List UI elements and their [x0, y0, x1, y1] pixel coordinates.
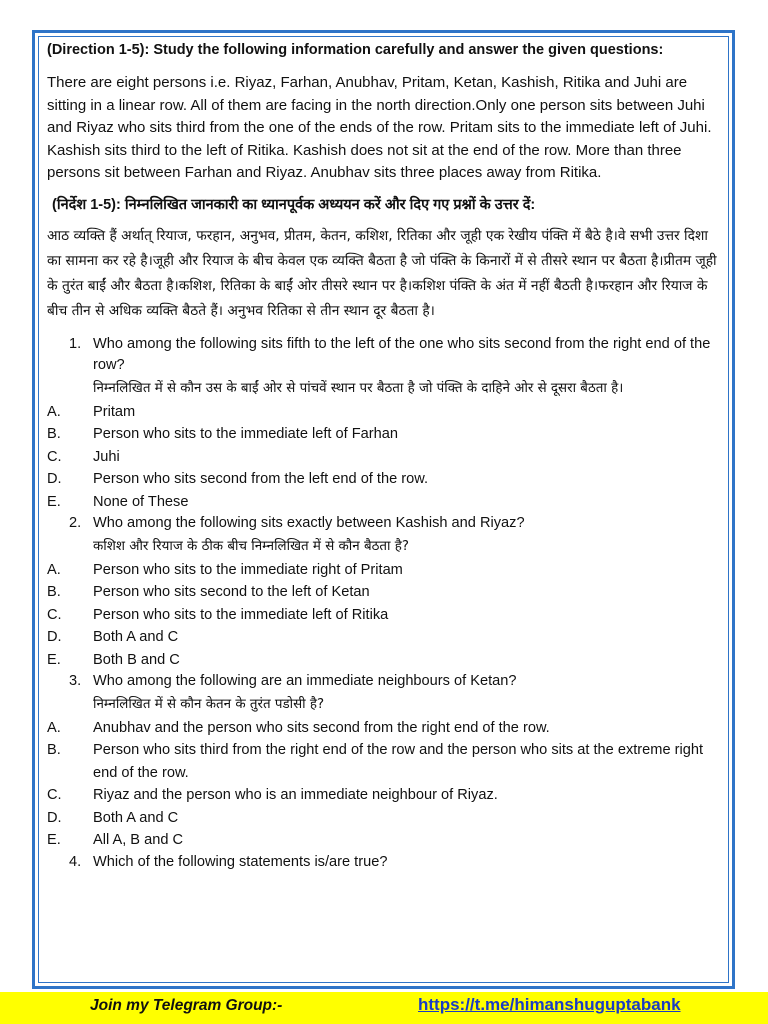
option-text: Person who sits third from the right end of the row and the person who sits at the extreme right end of the row. [93, 742, 704, 781]
option-3b [47, 739, 719, 784]
option-1e [47, 491, 719, 514]
option-text: All A, B and C [93, 832, 184, 848]
question-4 [47, 852, 719, 874]
option-3c [47, 784, 719, 807]
option-letter: B. [47, 426, 61, 442]
option-2d [47, 626, 719, 649]
question-text-english: Who among the following are an immediate neighbours of Ketan? [93, 673, 517, 689]
option-text: Both B and C [93, 651, 180, 668]
option-text: Person who sits second from the left end of the row. [93, 471, 429, 487]
question-block-2 [47, 513, 719, 671]
direction-heading: (Direction 1-5): Study the following information carefully and answer the given questions: [47, 42, 664, 58]
option-text: Person who sits to the immediate right of Pritam [93, 561, 403, 578]
question-1 [47, 334, 719, 401]
question-text-hindi: निम्नलिखित में से कौन केतन के तुरंत पडोसी है? [93, 696, 325, 712]
option-text: Person who sits to the immediate left of Ritika [93, 606, 389, 623]
option-3e [47, 829, 719, 852]
document-body [47, 40, 719, 873]
option-letter: E. [47, 651, 61, 668]
telegram-link[interactable]: https://t.me/himanshuguptabank [418, 995, 681, 1014]
option-text: None of These [93, 493, 189, 510]
question-block-3 [47, 671, 719, 852]
option-2e [47, 649, 719, 672]
option-letter: D. [47, 809, 62, 826]
question-number: 4. [69, 853, 82, 870]
option-letter: C. [47, 787, 62, 803]
footer-join-text: Join my Telegram Group:- [90, 997, 283, 1014]
option-3a [47, 717, 719, 740]
puzzle-paragraph-english: There are eight persons i.e. Riyaz, Farhan, Anubhav, Pritam, Ketan, Kashish, Ritika and Juhi are sitting in a linear row. All of them are facing in the north direction.Only one person sits between Juhi and Riyaz who sits third from the one of the ends of the row. Pritam sits to the immediate left of Juhi. Kashish sits third to the left of Ritika. Kashish does not sit at the end of the row. More than three persons sit between Farhan and Riyaz. Anubhav sits three places away from Ritika. [47, 74, 712, 181]
option-letter: E. [47, 493, 61, 510]
option-text: Person who sits to the immediate left of Farhan [93, 426, 398, 442]
option-letter: E. [47, 832, 61, 848]
option-letter: B. [47, 584, 61, 600]
option-letter: A. [47, 561, 61, 578]
question-3 [47, 671, 719, 717]
option-3d [47, 807, 719, 830]
question-text-hindi: निम्नलिखित में से कौन उस के बाईं ओर से पांचवें स्थान पर बैठता है जो पंक्ति के दाहिने ओर से दूसरा बैठता है। [93, 380, 624, 396]
option-text: Both A and C [93, 629, 179, 645]
direction-heading-hindi: (निर्देश 1-5): निम्नलिखित जानकारी का ध्यानपूर्वक अध्ययन करें और दिए गए प्रश्नों के उत्तर दें: [52, 196, 536, 213]
question-text-hindi: कशिश और रियाज के ठीक बीच निम्नलिखित में से कौन बैठता है? [93, 538, 409, 554]
question-block-4 [47, 852, 719, 874]
option-text: Anubhav and the person who sits second from the right end of the row. [93, 719, 550, 736]
option-letter: D. [47, 629, 62, 645]
option-text: Both A and C [93, 809, 179, 826]
question-text-english: Which of the following statements is/are true? [93, 853, 388, 870]
option-1b [47, 423, 719, 446]
question-block-1 [47, 334, 719, 514]
question-number: 3. [69, 673, 82, 689]
question-text-english: Who among the following sits exactly between Kashish and Riyaz? [93, 515, 525, 531]
option-letter: A. [47, 403, 61, 420]
telegram-footer-banner [0, 992, 768, 1024]
puzzle-paragraph-hindi: आठ व्यक्ति हैं अर्थात् रियाज, फरहान, अनुभव, प्रीतम, केतन, कशिश, रितिका और जूही एक रेखीय पंक्ति में बैठे है।वे सभी उत्तर दिशा का सामना कर रहे है।जूही और रियाज के बीच केवल एक व्यक्ति बैठता है जो पंक्ति के किनारों में से तीसरे स्थान पर बैठता है।प्रीतम जूही के तुरंत बाईं और बैठता है।कशिश, रितिका के बाईं ओर तीसरे स्थान पर है।कशिश पंक्ति के अंत में नहीं बैठती है।फरहान और रियाज के बीच तीन से अधिक व्यक्ति बैठते हैं। अनुभव रितिका से तीन स्थान दूर बैठता है। [47, 227, 717, 319]
question-2 [47, 513, 719, 559]
option-1d [47, 468, 719, 491]
question-number: 1. [69, 335, 82, 352]
option-text: Person who sits second to the left of Ketan [93, 584, 370, 600]
option-letter: A. [47, 719, 61, 736]
option-text: Juhi [93, 448, 120, 465]
question-number: 2. [69, 515, 82, 531]
option-letter: D. [47, 471, 62, 487]
option-letter: C. [47, 448, 62, 465]
option-letter: B. [47, 742, 61, 758]
option-2a [47, 559, 719, 582]
option-1a [47, 401, 719, 424]
option-2b [47, 581, 719, 604]
option-text: Pritam [93, 403, 136, 420]
question-text-english: Who among the following sits fifth to the left of the one who sits second from the right end of the row? [93, 335, 711, 373]
option-text: Riyaz and the person who is an immediate neighbour of Riyaz. [93, 787, 498, 803]
option-1c [47, 446, 719, 469]
option-letter: C. [47, 606, 62, 623]
option-2c [47, 604, 719, 627]
